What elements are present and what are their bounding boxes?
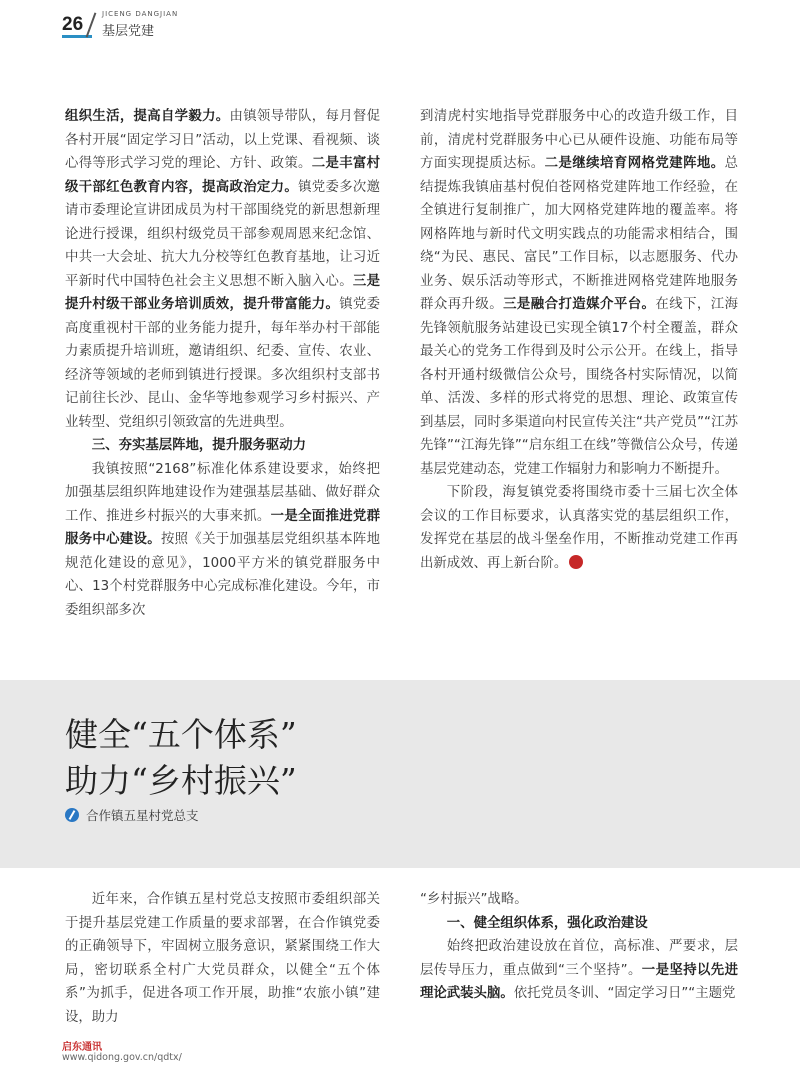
footer-brand: 启东通讯 xyxy=(62,1042,102,1053)
article1-right-column xyxy=(420,105,738,575)
emphasis-text: 一、健全组织体系，强化政治建设 xyxy=(446,915,648,931)
body-text: 始终把政治建设放在首位，高标准、严要求，层层传导压力，重点做到“三个坚持”。 xyxy=(420,939,738,978)
paragraph xyxy=(420,888,738,912)
emphasis-text: 二是丰富村级干部红色教育内容，提高政治定力。 xyxy=(65,156,381,195)
article2-left-column xyxy=(65,888,380,1029)
footer-url: www.qidong.gov.cn/qdtx/ xyxy=(62,1052,182,1063)
body-text: 在线下，江海先锋领航服务站建设已实现全镇17个村全覆盖，群众最关心的党务工作得到及时公示公开。在线上，指导各村开通村级微信公众号，围绕各村实际情况，以简单、活泼、多样的形式将党的思想、理论、政策宣传到基层，同时多渠道向村民宣传关注“共产党员”“江苏先锋”“江海先锋”“启东组工在线”等微信公众号，传递基层党建动态，党建工作辐射力和影响力不断提升。 xyxy=(420,297,739,477)
body-text: 依托党员冬训、“固定学习日”“主题党 xyxy=(513,986,736,1001)
emphasis-text: 二是继续培育网格党建阵地。 xyxy=(544,156,725,171)
section-pinyin: JICENG DANGJIAN xyxy=(102,10,179,18)
body-text: 镇党委多次邀请市委理论宣讲团成员为村干部围绕党的新思想新理论进行授课，组织村级党员干部参观周恩来纪念馆、中共一大会址、抗大九分校等红色教育基地，让习近平新时代中国特色社会主义思想不断入脑入心。 xyxy=(65,179,381,289)
section-heading xyxy=(420,912,738,936)
body-text: 近年来，合作镇五星村党总支按照市委组织部关于提升基层党建工作质量的要求部署，在合作镇党委的正确领导下，牢固树立服务意识，紧紧围绕工作大局，密切联系全村广大党员群众，以健全“五个体系”为抓手，促进各项工作开展，助推“农旅小镇”建设，助力 xyxy=(65,892,380,1025)
page-number: 26 xyxy=(62,14,84,35)
section-heading xyxy=(65,434,380,458)
emphasis-text: 一是全面推进党群服务中心建设。 xyxy=(65,508,381,547)
emphasis-text: 三是提升村级干部业务培训质效，提升带富能力。 xyxy=(65,273,381,312)
paragraph xyxy=(420,105,738,481)
body-text: 下阶段，海复镇党委将围绕市委十三届七次全体会议的工作目标要求，认真落实党的基层组织工作，发挥党在基层的战斗堡垒作用，不断推动党建工作再出新成效、再上新台阶。 xyxy=(420,485,738,571)
article-author: 合作镇五星村党总支 xyxy=(86,808,199,823)
paragraph xyxy=(65,888,380,1029)
emphasis-text: 一是坚持以先进理论武装头脑。 xyxy=(420,962,739,1001)
body-text: 我镇按照“2168”标准化体系建设要求，始终把加强基层组织阵地建设作为建强基层基础、做好群众工作、推进乡村振兴的大事来抓。 xyxy=(65,461,380,524)
emphasis-text: 组织生活，提高自学毅力。 xyxy=(65,109,230,124)
paragraph xyxy=(420,481,738,575)
emphasis-text: 三是融合打造媒介平台。 xyxy=(503,297,656,312)
article1-left-column xyxy=(65,105,380,622)
body-text: 总结提炼我镇庙基村倪伯苍网格党建阵地工作经验，在全镇进行复制推广，加大网格党建阵地的覆盖率。将网格阵地与新时代文明实践点的功能需求相结合，围绕“为民、惠民、富民”工作目标，以志愿服务、代办业务、娱乐活动等形式，不断推进网格党建阵地服务群众再升级。 xyxy=(420,156,739,312)
pen-icon xyxy=(65,808,79,822)
body-text: 按照《关于加强基层党组织基本阵地规范化建设的意见》，1000平方米的镇党群服务中心、13个村党群服务中心完成标准化建设。今年，市委组织部多次 xyxy=(65,532,381,618)
paragraph xyxy=(65,458,380,623)
end-mark-icon xyxy=(569,555,583,569)
body-text: 镇党委高度重视村干部的业务能力提升，每年举办村干部能力素质提升培训班，邀请组织、纪委、宣传、农业、经济等领域的老师到镇进行授课。多次组织村支部书记前往长沙、昆山、金华等地参观学习乡村振兴、产业转型、党组织引领致富的先进典型。 xyxy=(65,297,381,430)
section-title: 基层党建 xyxy=(102,24,155,39)
paragraph xyxy=(420,935,738,1006)
article-title-line1: 健全“五个体系” xyxy=(65,715,297,754)
paragraph xyxy=(65,105,380,434)
body-text: 到清虎村实地指导党群服务中心的改造升级工作，目前，清虎村党群服务中心已从硬件设施、功能布局等方面实现提质达标。 xyxy=(420,109,738,171)
header-divider xyxy=(86,12,97,37)
body-text: 由镇领导带队，每月督促各村开展“固定学习日”活动，以上党课、看视频、谈心得等形式学习党的理论、方针、政策。 xyxy=(65,109,381,171)
article-title xyxy=(65,712,297,804)
article-title-line2: 助力“乡村振兴” xyxy=(65,761,297,800)
body-text: “乡村振兴”战略。 xyxy=(420,892,528,907)
emphasis-text: 三、夯实基层阵地，提升服务驱动力 xyxy=(91,438,307,453)
article2-right-column xyxy=(420,888,738,1006)
